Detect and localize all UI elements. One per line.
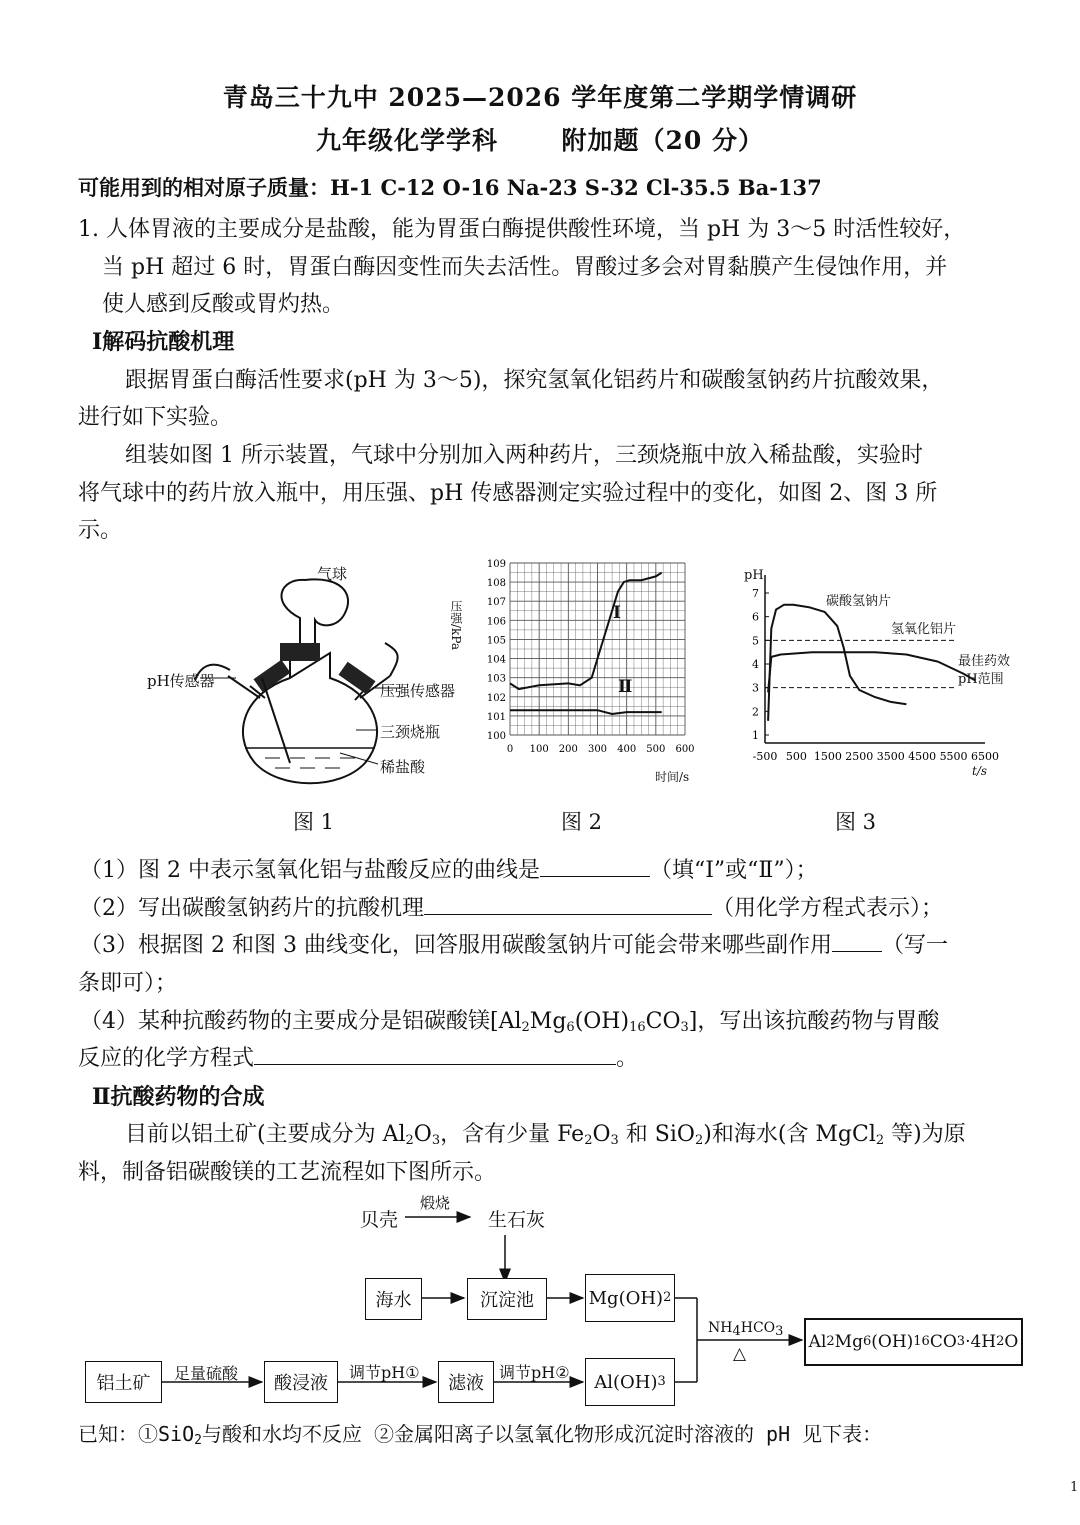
x-tick-label: 500	[646, 744, 666, 755]
bonus-label: 附加题（20 分）	[561, 126, 764, 155]
curve-I-label: Ⅰ	[613, 603, 621, 623]
known-conditions: 已知：①SiO$_2$与酸和水均不反应 ②金属阳离子以氢氧化物形成沉淀时溶液的 pH 见下表：	[78, 1422, 883, 1448]
para3-line2: 料，制备铝碳酸镁的工艺流程如下图所示。	[78, 1160, 497, 1185]
subject-label: 九年级化学学科	[316, 126, 499, 155]
atomic-masses: 可能用到的相对原子质量：H-1 C-12 O-16 Na-23 S-32 Cl-35.5 Ba-137	[78, 175, 822, 200]
exam-subtitle	[0, 121, 1080, 157]
flow-product-box: Al 2 Mg 6 (OH) 16 CO 3 ·4H 2 O	[804, 1318, 1023, 1366]
flow-aloh-box: Al(OH) 3	[585, 1358, 675, 1406]
para3-line1: 目前以铝土矿(主要成分为 $Al_2O_3$，含有少量 $Fe_2O_3$ 和 SiO$_2$)和海水(含 MgCl$_2$ 等)为原	[125, 1122, 966, 1148]
question-4-cont: 反应的化学方程式 。	[78, 1041, 638, 1072]
pressure-sensor-label: 压强传感器	[380, 682, 456, 700]
x-tick-label: 5500	[939, 750, 968, 763]
y-tick-label: 3	[752, 681, 759, 695]
q1-intro-line2: 当 pH 超过 6 时，胃蛋白酶因变性而失去活性。胃酸过多会对胃黏膜产生侵蚀作用，并	[102, 255, 948, 280]
question-2: （2）写出碳酸氢钠药片的抗酸机理 （用化学方程式表示）；	[80, 891, 943, 922]
section1-title: Ⅰ解码抗酸机理	[92, 329, 235, 355]
answer-blank-4[interactable]	[254, 1042, 616, 1065]
x-tick-label: 600	[675, 744, 695, 755]
y-tick-label: 101	[486, 711, 506, 723]
flow-leach-box: 酸浸液	[264, 1361, 338, 1403]
al-curve-label: 氢氧化铝片	[891, 622, 957, 637]
x-tick-label: 4500	[908, 750, 937, 763]
y-tick-label: 1	[752, 729, 759, 742]
curve-II-label: Ⅱ	[618, 677, 633, 697]
y-tick-label: 104	[486, 654, 506, 666]
q1-intro-line3: 使人感到反酸或胃灼热。	[102, 292, 345, 317]
soda-curve-label: 碳酸氢钠片	[826, 594, 892, 609]
x-tick-label: -500	[752, 750, 778, 763]
best-range-label-2: pH范围	[958, 672, 1004, 687]
best-range-label-1: 最佳药效	[958, 654, 1011, 669]
y-tick-label: 108	[486, 578, 506, 590]
x-tick-label: 1500	[813, 750, 842, 763]
page-number: 1	[1070, 1480, 1079, 1495]
figure2-chart	[455, 555, 705, 785]
flow-adjust2-label: 调节pH②	[499, 1363, 570, 1382]
y-tick-label: 7	[752, 587, 759, 600]
x-tick-label: 0	[506, 744, 514, 755]
y-tick-label: 2	[752, 705, 759, 719]
x-tick-label: 100	[529, 744, 549, 755]
figure2-xlabel: 时间/s	[655, 770, 690, 784]
question-3-cont: 条即可）；	[78, 971, 178, 996]
section2-title: Ⅱ抗酸药物的合成	[92, 1084, 265, 1110]
question-1: （1）图 2 中表示氢氧化铝与盐酸反应的曲线是 （填“Ⅰ”或“Ⅱ”）；	[80, 853, 818, 884]
series-line-2	[768, 652, 976, 692]
para1-line1: 跟据胃蛋白酶活性要求(pH 为 3～5)，探究氢氧化铝药片和碳酸氢钠药片抗酸效果，	[125, 368, 944, 393]
answer-blank-3[interactable]	[832, 929, 882, 952]
flow-shell: 贝壳	[360, 1209, 399, 1231]
series-line-1	[510, 573, 662, 690]
y-tick-label: 6	[752, 610, 759, 624]
x-tick-label: 6500	[971, 750, 999, 763]
flow-tank-box: 沉淀池	[467, 1278, 547, 1320]
x-tick-label: 400	[617, 744, 637, 755]
flow-mgoh-box: Mg(OH) 2	[585, 1274, 675, 1322]
flow-filtrate-box: 滤液	[438, 1361, 494, 1403]
flow-calcine: 煅烧	[420, 1194, 451, 1212]
x-tick-label: 500	[785, 750, 807, 763]
question-4: （4）某种抗酸药物的主要成分是铝碳酸镁$[Al_2Mg_6(OH)_{16}CO_3]$，写出该抗酸药物与胃酸	[80, 1009, 940, 1035]
balloon-label: 气球	[317, 565, 348, 583]
y-tick-label: 4	[752, 658, 759, 671]
flow-bauxite-box: 铝土矿	[85, 1361, 162, 1403]
para2-line1: 组装如图 1 所示装置，气球中分别加入两种药片，三颈烧瓶中放入稀盐酸，实验时	[125, 443, 923, 468]
y-tick-label: 102	[486, 692, 506, 704]
series-line-2	[510, 710, 662, 714]
q1-intro-line1: 1. 人体胃液的主要成分是盐酸，能为胃蛋白酶提供酸性环境，当 pH 为 3～5 时活性较好，	[78, 217, 966, 242]
exam-title: 青岛三十九中 2025—2026 学年度第二学期学情调研	[222, 83, 858, 112]
flow-acid-label: 足量硫酸	[174, 1364, 239, 1383]
flow-adjust1-label: 调节pH①	[349, 1363, 420, 1382]
y-tick-label: 5	[752, 634, 759, 648]
figure1-caption: 图 1	[293, 810, 335, 834]
figure3-caption: 图 3	[835, 810, 877, 834]
y-tick-label: 106	[486, 616, 506, 628]
y-tick-label: 100	[486, 731, 506, 742]
para2-line3: 示。	[78, 518, 123, 543]
y-tick-label: 109	[486, 559, 506, 570]
figure2-caption: 图 2	[561, 810, 603, 834]
flow-heat-label: △	[733, 1344, 747, 1364]
figure3-xlabel: t/s	[972, 764, 988, 778]
flow-quicklime: 生石灰	[488, 1209, 546, 1231]
answer-blank-1[interactable]	[540, 854, 650, 877]
para1-line2: 进行如下实验。	[78, 405, 233, 430]
series-line-1	[768, 605, 906, 721]
ph-sensor-label: pH传感器	[147, 672, 215, 690]
x-tick-label: 3500	[876, 750, 905, 763]
x-tick-label: 2500	[845, 750, 874, 763]
answer-blank-2[interactable]	[424, 892, 712, 915]
x-tick-label: 300	[587, 744, 608, 755]
y-tick-label: 103	[486, 673, 506, 685]
y-tick-label: 107	[486, 597, 506, 609]
flow-reagent-label: $NH_4HCO_3$	[708, 1320, 784, 1339]
x-tick-label: 200	[558, 744, 578, 755]
question-3: （3）根据图 2 和图 3 曲线变化，回答服用碳酸氢钠片可能会带来哪些副作用 （写一	[80, 928, 948, 959]
figure3-ylabel: pH	[744, 568, 764, 583]
y-tick-label: 105	[486, 635, 506, 647]
para2-line2: 将气球中的药片放入瓶中，用压强、pH 传感器测定实验过程中的变化，如图 2、图 3 所	[78, 481, 938, 506]
flask-label: 三颈烧瓶	[380, 723, 441, 741]
flow-seawater-box: 海水	[365, 1278, 422, 1320]
figure2-ylabel: 压强/kPa	[449, 600, 463, 651]
acid-label: 稀盐酸	[380, 758, 426, 776]
